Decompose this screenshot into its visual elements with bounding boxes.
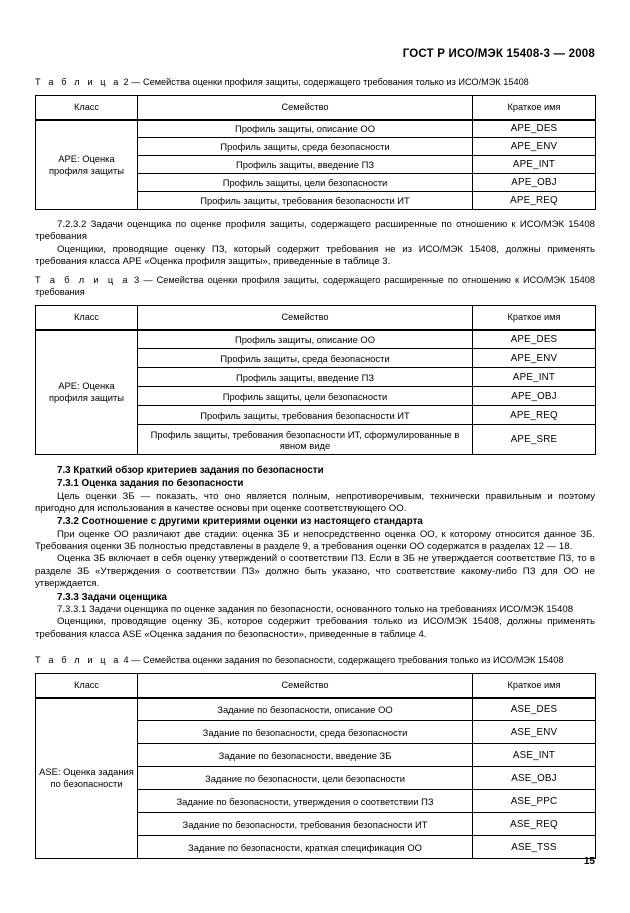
paragraph-7-2-3-2-heading: 7.2.3.2 Задачи оценщика по оценке профиля защиты, содержащего расширенные по отношению к ИСО/МЭК 15408 требования (35, 219, 595, 243)
table4-short-cell: ASE_OBJ (473, 767, 596, 790)
table3-header-row (36, 305, 596, 330)
table3-caption-number: 3 (134, 274, 140, 285)
table3-short-cell: APE_REQ (473, 406, 596, 425)
table3-short-cell: APE_DES (473, 330, 596, 349)
table4-short-cell: ASE_ENV (473, 721, 596, 744)
table3-short-cell: APE_ENV (473, 349, 596, 368)
table4-family-cell: Задание по безопасности, среда безопасности (138, 721, 473, 744)
paragraph-7-3-2-a: При оценке ОО различают две стадии: оценка ЗБ и непосредственно оценка ОО, к которому относится данное ЗБ. Требования оценки ЗБ полностью представлены в разделе 9, а требования оценки ОО содержатся в разделах 12 — 18. (35, 528, 595, 552)
table3-col-short: Краткое имя (473, 305, 596, 330)
table3-family-cell: Профиль защиты, требования безопасности ИТ (138, 406, 473, 425)
page-content (35, 76, 595, 859)
table2-caption-text: — Семейства оценки профиля защиты, содержащего требования только из ИСО/МЭК 15408 (131, 77, 529, 87)
table4-col-class: Класс (36, 673, 138, 698)
table2-family-cell: Профиль защиты, требования безопасности ИТ (138, 192, 473, 210)
table-row (36, 698, 596, 721)
table4 (35, 673, 596, 860)
page-number: 15 (583, 856, 595, 867)
table3-family-cell: Профиль защиты, введение ПЗ (138, 368, 473, 387)
page-header (35, 0, 595, 62)
table4-class-cell: ASE: Оценка задания по безопасности (36, 698, 138, 859)
table3-class-cell: APE: Оценка профиля защиты (36, 330, 138, 455)
table3-family-cell: Профиль защиты, цели безопасности (138, 387, 473, 406)
section-heading-7-3-2: 7.3.2 Соотношение с другими критериями оценки из настоящего стандарта (57, 516, 423, 528)
table2-col-class: Класс (36, 95, 138, 120)
table3-col-class: Класс (36, 305, 138, 330)
table3 (35, 305, 596, 456)
paragraph-7-3-3-1-body: Оценщики, проводящие оценку ЗБ, которое содержит требования только из ИСО/МЭК 15408, должны применять требования класса ASE «Оценка задания по безопасности», приведенные в таблице 4. (35, 616, 595, 640)
table3-caption-label: Т а б л и ц а (35, 274, 131, 285)
table2-class-cell: APE: Оценка профиля защиты (36, 120, 138, 210)
section-heading-7-3: 7.3 Краткий обзор критериев задания по безопасности (57, 465, 324, 477)
table-row (36, 330, 596, 349)
table2-family-cell: Профиль защиты, цели безопасности (138, 174, 473, 192)
table4-caption-label: Т а б л и ц а (35, 655, 121, 665)
table3-col-family: Семейство (138, 305, 473, 330)
table4-short-cell: ASE_REQ (473, 813, 596, 836)
paragraph-7-3-3-1-heading: 7.3.3.1 Задачи оценщика по оценке задания по безопасности, основанного только на требованиях ИСО/МЭК 15408 (57, 603, 574, 615)
table2-family-cell: Профиль защиты, описание ОО (138, 120, 473, 138)
table2-short-cell: APE_REQ (473, 192, 596, 210)
standard-title: ГОСТ Р ИСО/МЭК 15408-3 — 2008 (402, 48, 595, 60)
table2-header-row (36, 95, 596, 120)
table4-col-short: Краткое имя (473, 673, 596, 698)
table2-caption (35, 76, 595, 89)
table4-family-cell: Задание по безопасности, описание ОО (138, 698, 473, 721)
table4-short-cell: ASE_INT (473, 744, 596, 767)
table4-caption-number: 4 (123, 655, 129, 665)
section-heading-7-3-1: 7.3.1 Оценка задания по безопасности (57, 478, 244, 490)
paragraph-7-2-3-2-body: Оценщики, проводящие оценку ПЗ, который содержит требования не из ИСО/МЭК 15408, должны применять требования класса APE «Оценка профиля защиты», приведенные в таблице 3. (35, 243, 595, 268)
table2-caption-label: Т а б л и ц а (35, 77, 121, 87)
table2-family-cell: Профиль защиты, введение ПЗ (138, 156, 473, 174)
table4-short-cell: ASE_TSS (473, 836, 596, 859)
table2-short-cell: APE_DES (473, 120, 596, 138)
table4-header-row (36, 673, 596, 698)
table4-caption (35, 654, 595, 667)
table4-col-family: Семейство (138, 673, 473, 698)
table2-short-cell: APE_ENV (473, 138, 596, 156)
table3-caption-text: — Семейства оценки профиля защиты, содержащего расширенные по отношению к ИСО/МЭК 15408 требования (35, 274, 595, 298)
table2-short-cell: APE_OBJ (473, 174, 596, 192)
table4-family-cell: Задание по безопасности, краткая спецификация ОО (138, 836, 473, 859)
table4-family-cell: Задание по безопасности, утверждения о соответствии ПЗ (138, 790, 473, 813)
table3-short-cell: APE_OBJ (473, 387, 596, 406)
table2-family-cell: Профиль защиты, среда безопасности (138, 138, 473, 156)
table3-short-cell: APE_INT (473, 368, 596, 387)
table2-caption-number: 2 (123, 77, 129, 87)
table4-short-cell: ASE_PPC (473, 790, 596, 813)
table3-short-cell: APE_SRE (473, 425, 596, 455)
table2 (35, 95, 596, 211)
paragraph-7-3-2-b: Оценка ЗБ включает в себя оценку утверждений о соответствии ПЗ. Если в ЗБ не утверждается соответствие ПЗ, то в разделе ЗБ «Утверждения о соответствии ПЗ» должно быть указано, что соответствие какому-либо ПЗ для ОО не утверждается. (35, 553, 595, 590)
table4-short-cell: ASE_DES (473, 698, 596, 721)
table-row (36, 120, 596, 138)
table3-caption (35, 274, 595, 299)
table4-family-cell: Задание по безопасности, требования безопасности ИТ (138, 813, 473, 836)
table2-col-short: Краткое имя (473, 95, 596, 120)
table3-family-cell: Профиль защиты, требования безопасности ИТ, сформулированные в явном виде (138, 425, 473, 455)
table4-family-cell: Задание по безопасности, цели безопасности (138, 767, 473, 790)
paragraph-7-3-1: Цель оценки ЗБ — показать, что оно является полным, непротиворечивым, технически правильным и поэтому пригодно для использования в качестве основы при оценке соответствующего ОО. (35, 490, 595, 514)
table4-caption-text: — Семейства оценки задания по безопасности, содержащего требования только из ИСО/МЭК 15408 (131, 655, 564, 665)
table2-short-cell: APE_INT (473, 156, 596, 174)
table4-family-cell: Задание по безопасности, введение ЗБ (138, 744, 473, 767)
section-heading-7-3-3: 7.3.3 Задачи оценщика (57, 591, 167, 603)
table3-family-cell: Профиль защиты, описание ОО (138, 330, 473, 349)
table2-col-family: Семейство (138, 95, 473, 120)
table3-family-cell: Профиль защиты, среда безопасности (138, 349, 473, 368)
